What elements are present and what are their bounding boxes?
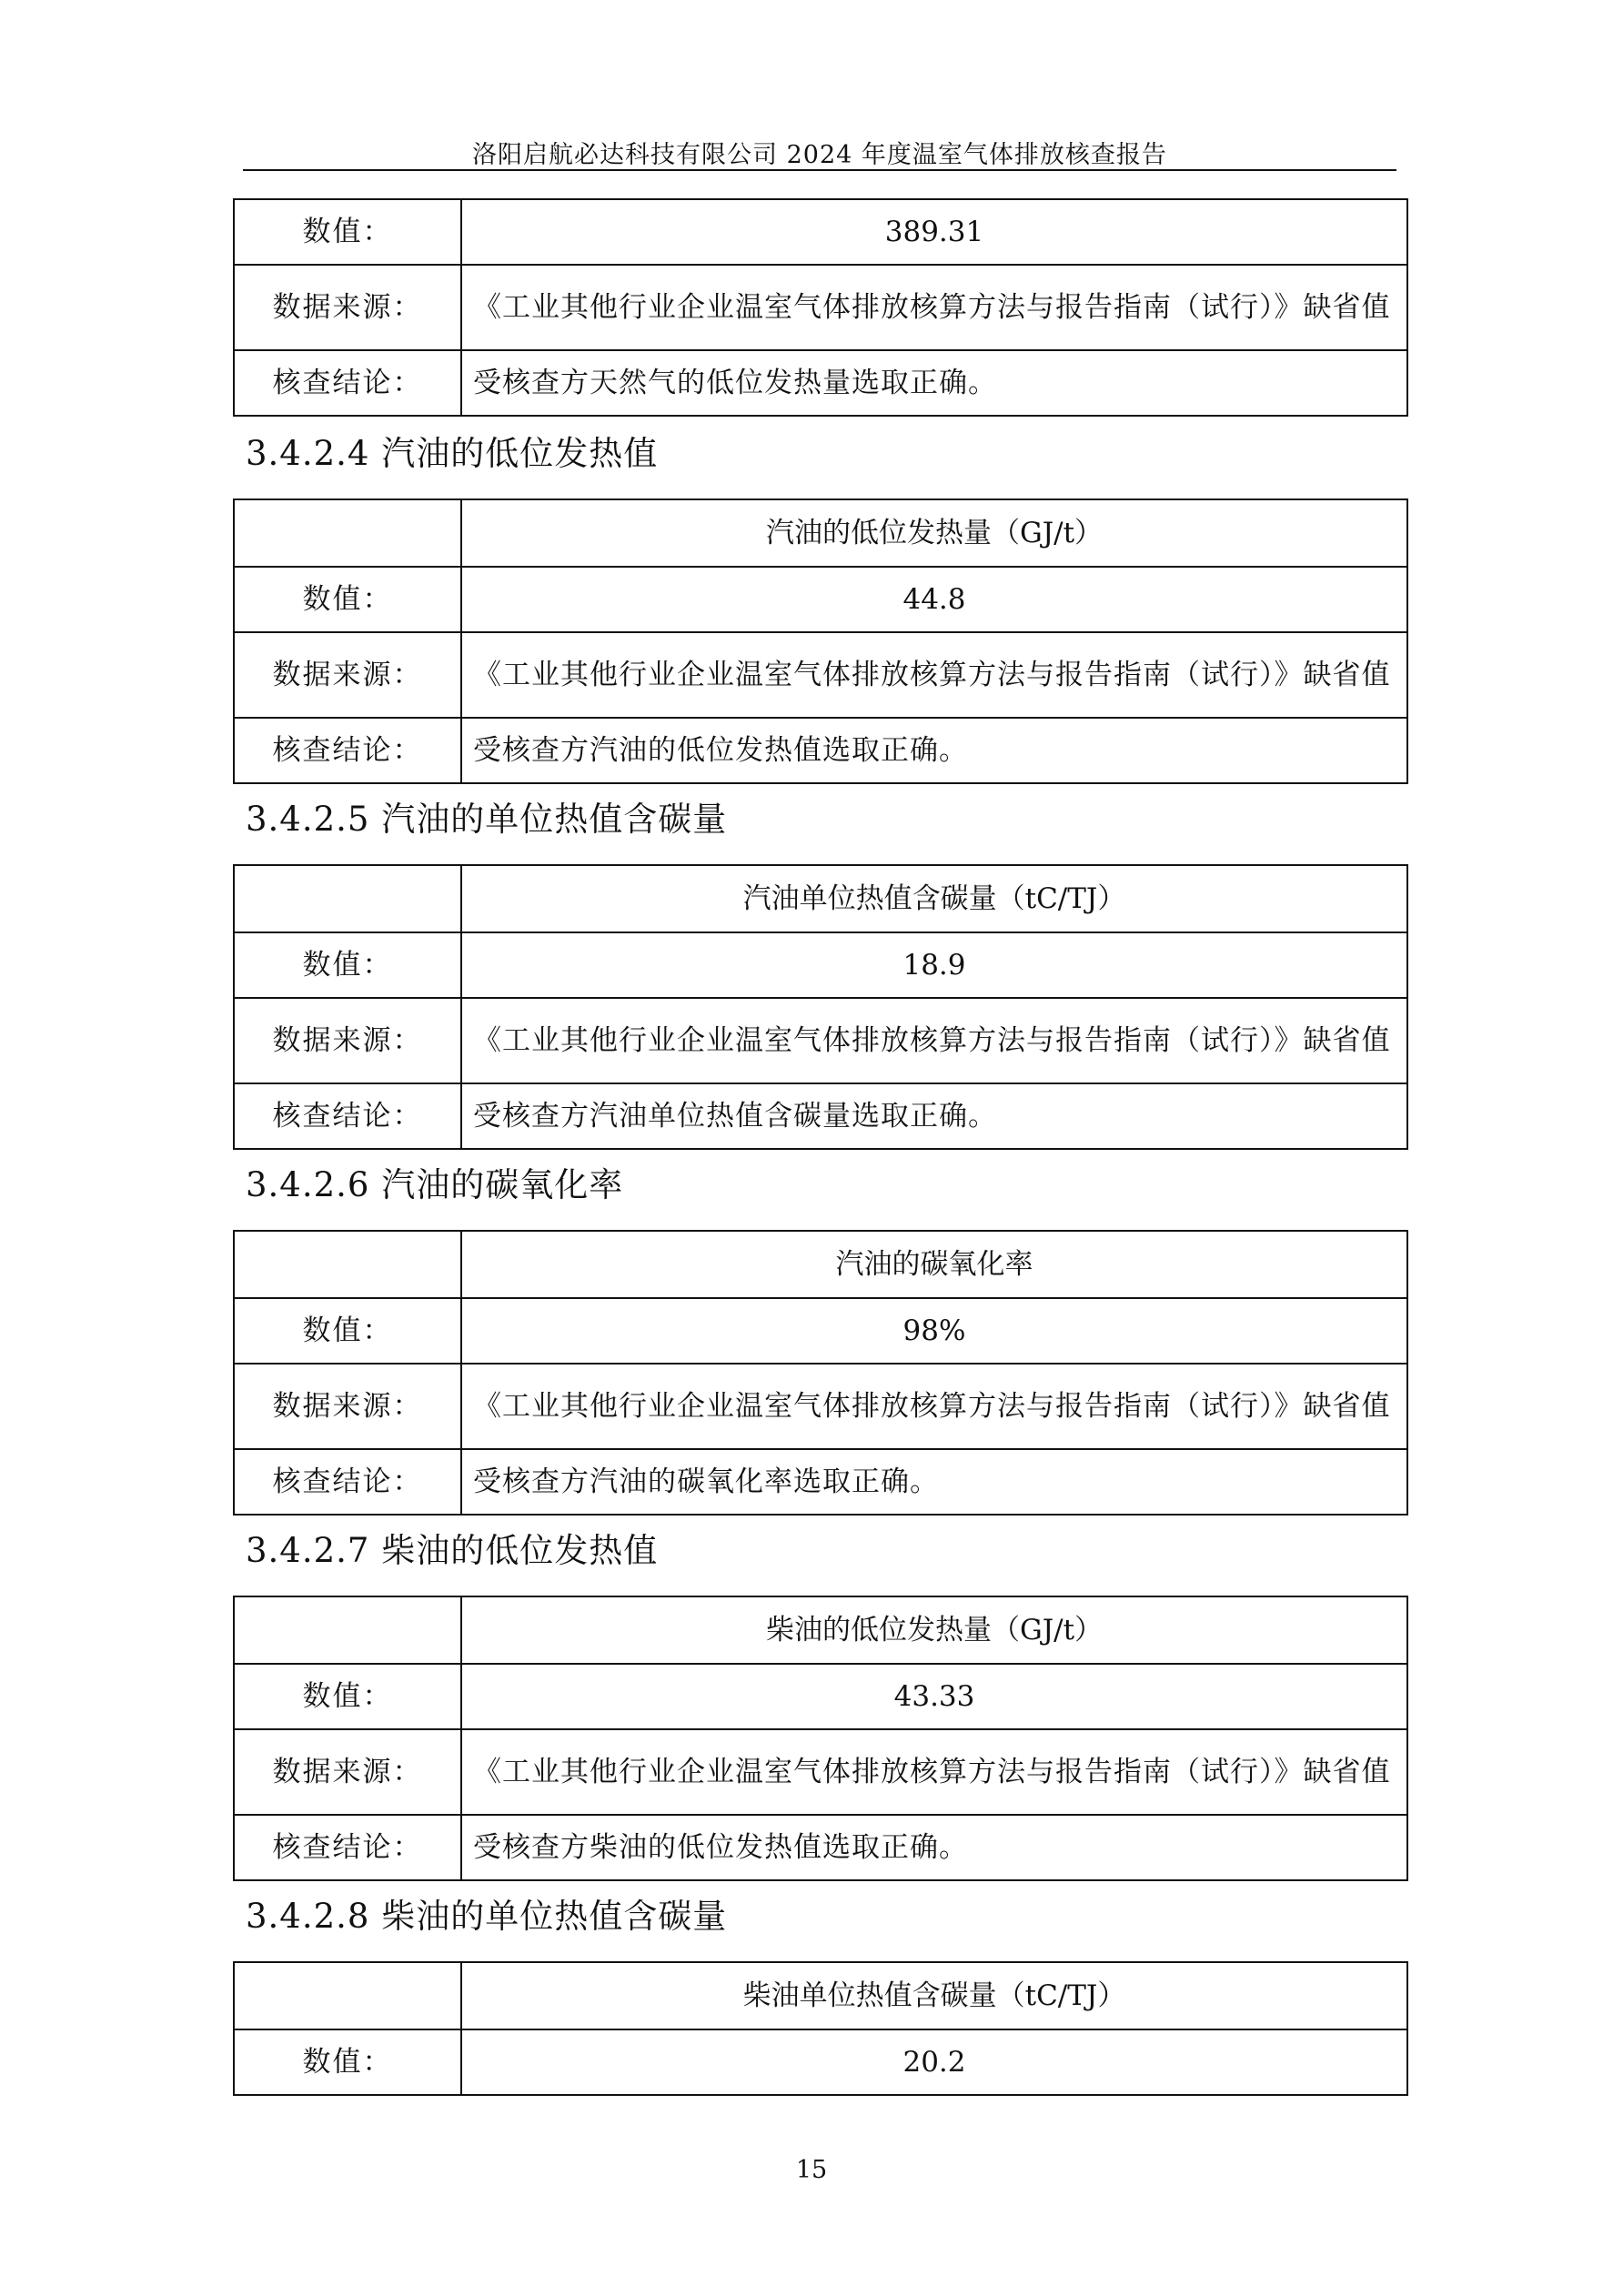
- value-cell: 43.33: [461, 1664, 1407, 1729]
- empty-header-cell: [234, 865, 461, 932]
- parameter-header: 汽油单位热值含碳量（tC/TJ）: [461, 865, 1407, 932]
- table-row: [234, 567, 1407, 632]
- empty-header-cell: [234, 1596, 461, 1664]
- gasoline-oxidation-rate-table: [233, 1230, 1408, 1516]
- value-label: 数值：: [234, 1298, 461, 1364]
- section-heading-3-4-2-5: 3.4.2.5 汽油的单位热值含碳量: [246, 800, 728, 839]
- parameter-header: 柴油的低位发热量（GJ/t）: [461, 1596, 1407, 1664]
- table-row: [234, 998, 1407, 1083]
- natural-gas-ncv-table: [233, 198, 1408, 417]
- value-cell: 389.31: [461, 199, 1407, 265]
- section-heading-3-4-2-7: 3.4.2.7 柴油的低位发热值: [246, 1531, 659, 1570]
- section-heading-3-4-2-6: 3.4.2.6 汽油的碳氧化率: [246, 1165, 624, 1204]
- table-row: [234, 1449, 1407, 1515]
- source-label: 数据来源：: [234, 1364, 461, 1449]
- value-label: 数值：: [234, 1664, 461, 1729]
- value-cell: 98%: [461, 1298, 1407, 1364]
- value-label: 数值：: [234, 2029, 461, 2095]
- source-label: 数据来源：: [234, 265, 461, 350]
- report-header-title: 洛阳启航必达科技有限公司 2024 年度温室气体排放核查报告: [472, 141, 1167, 169]
- gasoline-ncv-table: [233, 498, 1408, 784]
- value-cell: 18.9: [461, 932, 1407, 998]
- conclusion-cell: 受核查方天然气的低位发热量选取正确。: [461, 350, 1407, 416]
- source-cell: 《工业其他行业企业温室气体排放核算方法与报告指南（试行）》缺省值: [461, 1364, 1407, 1449]
- table-row: [234, 865, 1407, 932]
- empty-header-cell: [234, 1962, 461, 2029]
- conclusion-label: 核查结论：: [234, 1449, 461, 1515]
- table-row: [234, 1083, 1407, 1149]
- value-label: 数值：: [234, 567, 461, 632]
- conclusion-label: 核查结论：: [234, 1815, 461, 1880]
- table-row: [234, 932, 1407, 998]
- table-row: [234, 1231, 1407, 1298]
- table-row: [234, 265, 1407, 350]
- header-divider: [243, 169, 1396, 171]
- conclusion-cell: 受核查方汽油的碳氧化率选取正确。: [461, 1449, 1407, 1515]
- conclusion-cell: 受核查方柴油的低位发热值选取正确。: [461, 1815, 1407, 1880]
- value-cell: 44.8: [461, 567, 1407, 632]
- table-row: [234, 499, 1407, 567]
- empty-header-cell: [234, 499, 461, 567]
- table-row: [234, 350, 1407, 416]
- value-label: 数值：: [234, 199, 461, 265]
- conclusion-cell: 受核查方汽油单位热值含碳量选取正确。: [461, 1083, 1407, 1149]
- table-row: [234, 1815, 1407, 1880]
- table-row: [234, 2029, 1407, 2095]
- section-heading-3-4-2-4: 3.4.2.4 汽油的低位发热值: [246, 434, 659, 473]
- table-row: [234, 1364, 1407, 1449]
- table-row: [234, 1664, 1407, 1729]
- table-row: [234, 718, 1407, 783]
- conclusion-cell: 受核查方汽油的低位发热值选取正确。: [461, 718, 1407, 783]
- source-label: 数据来源：: [234, 998, 461, 1083]
- conclusion-label: 核查结论：: [234, 1083, 461, 1149]
- source-cell: 《工业其他行业企业温室气体排放核算方法与报告指南（试行）》缺省值: [461, 632, 1407, 718]
- table-row: [234, 199, 1407, 265]
- value-cell: 20.2: [461, 2029, 1407, 2095]
- parameter-header: 汽油的碳氧化率: [461, 1231, 1407, 1298]
- diesel-carbon-content-table: [233, 1961, 1408, 2096]
- table-row: [234, 1298, 1407, 1364]
- source-label: 数据来源：: [234, 1729, 461, 1815]
- source-cell: 《工业其他行业企业温室气体排放核算方法与报告指南（试行）》缺省值: [461, 998, 1407, 1083]
- section-heading-3-4-2-8: 3.4.2.8 柴油的单位热值含碳量: [246, 1897, 728, 1936]
- gasoline-carbon-content-table: [233, 864, 1408, 1150]
- table-row: [234, 1729, 1407, 1815]
- empty-header-cell: [234, 1231, 461, 1298]
- conclusion-label: 核查结论：: [234, 350, 461, 416]
- page-number: 15: [795, 2156, 828, 2184]
- table-row: [234, 1596, 1407, 1664]
- source-cell: 《工业其他行业企业温室气体排放核算方法与报告指南（试行）》缺省值: [461, 1729, 1407, 1815]
- source-label: 数据来源：: [234, 632, 461, 718]
- parameter-header: 柴油单位热值含碳量（tC/TJ）: [461, 1962, 1407, 2029]
- table-row: [234, 632, 1407, 718]
- table-row: [234, 1962, 1407, 2029]
- parameter-header: 汽油的低位发热量（GJ/t）: [461, 499, 1407, 567]
- source-cell: 《工业其他行业企业温室气体排放核算方法与报告指南（试行）》缺省值: [461, 265, 1407, 350]
- conclusion-label: 核查结论：: [234, 718, 461, 783]
- diesel-ncv-table: [233, 1596, 1408, 1881]
- value-label: 数值：: [234, 932, 461, 998]
